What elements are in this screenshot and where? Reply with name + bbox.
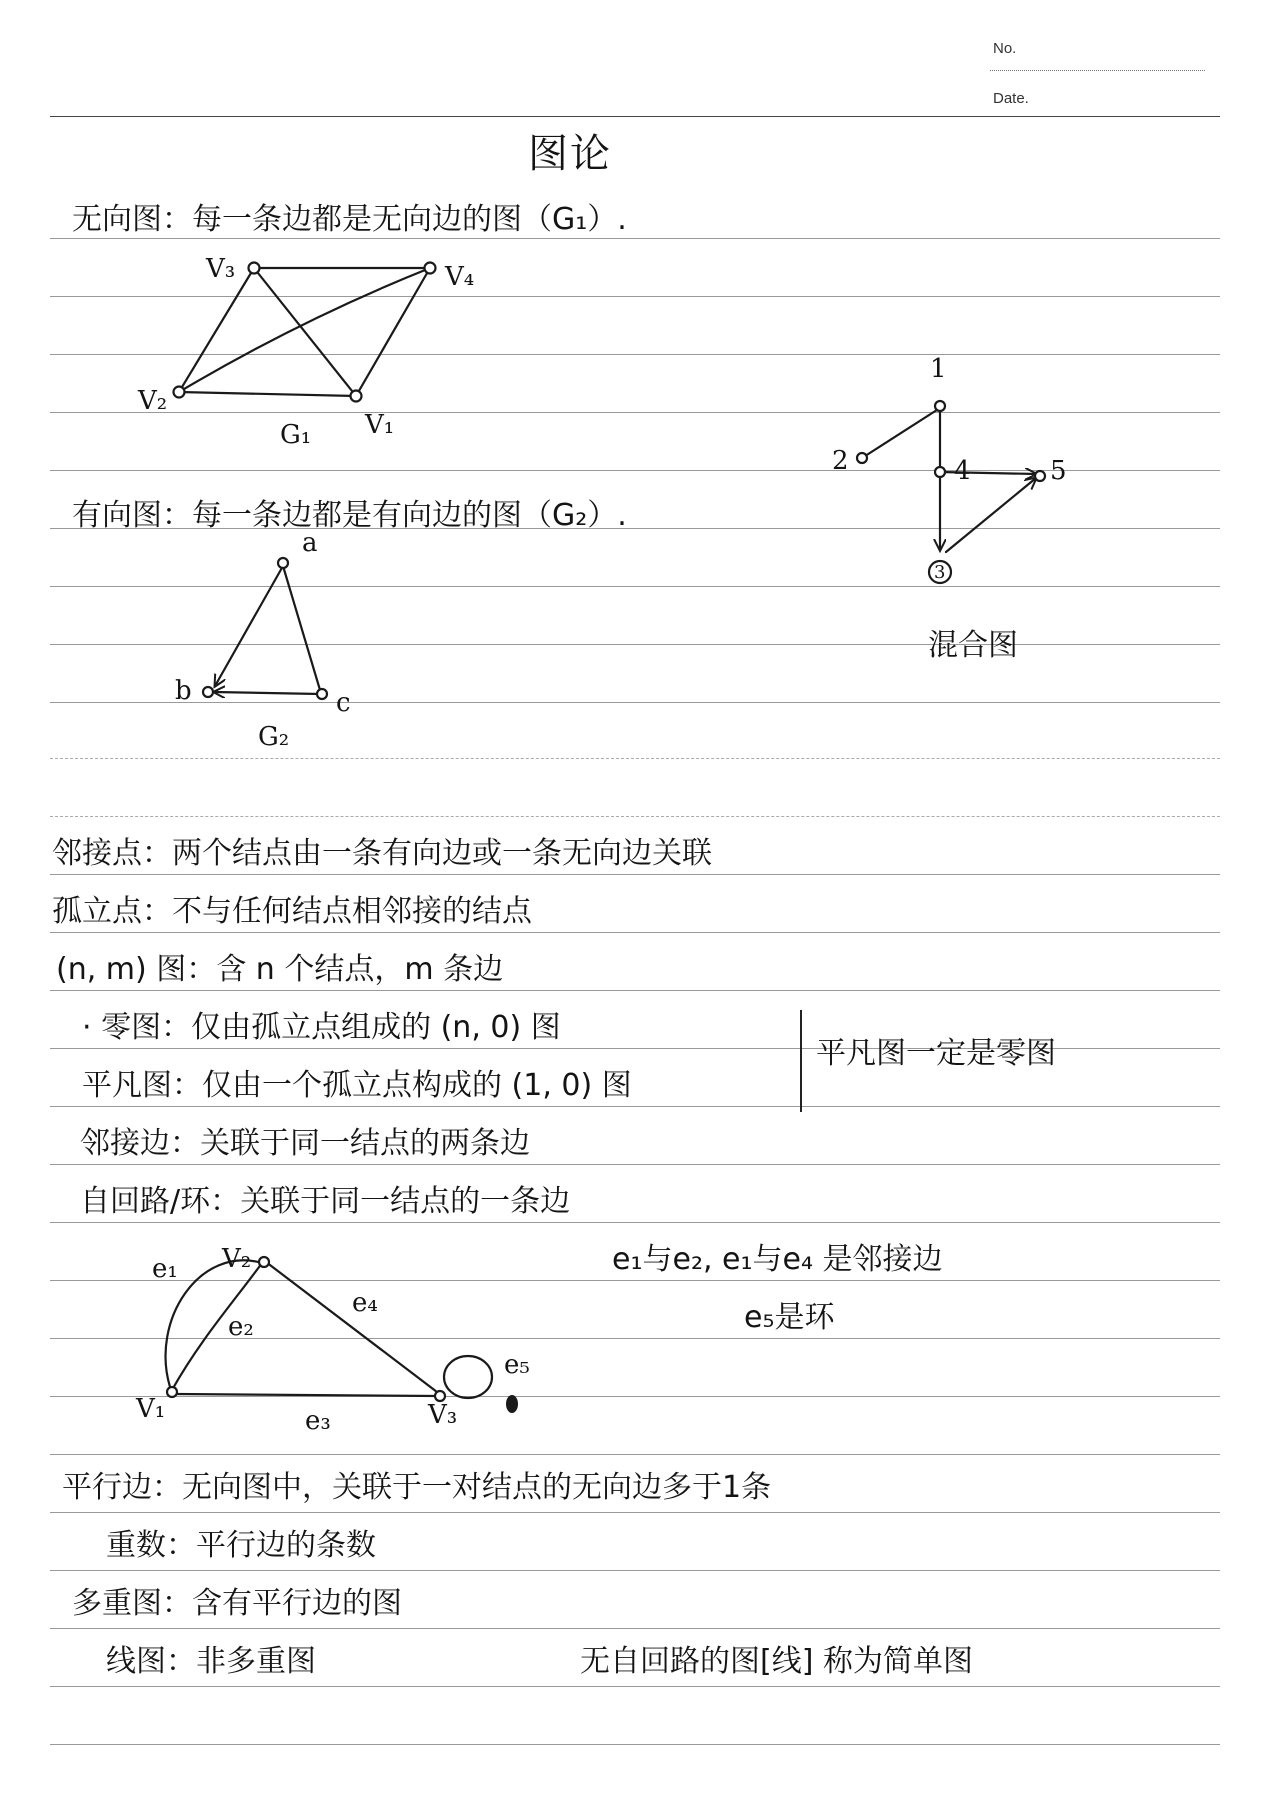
g1-vertex-label-v4: V₄ <box>445 262 475 292</box>
definition-trivial-graph: 平凡图：仅由一个孤立点构成的 (1, 0) 图 <box>82 1068 632 1103</box>
edge-a-c <box>283 566 320 690</box>
g2-vertex-label-c: c <box>336 688 351 718</box>
edge-e5-loop <box>444 1356 492 1398</box>
definition-null-graph: · 零图：仅由孤立点组成的 (n, 0) 图 <box>82 1010 561 1045</box>
g2-graph-label: G₂ <box>258 722 290 752</box>
edge-label-e2: e₂ <box>228 1312 254 1342</box>
no-label: No. <box>993 40 1017 57</box>
definition-line-graph: 线图：非多重图 <box>106 1644 316 1679</box>
vertex-v4 <box>425 263 436 274</box>
g1-vertex-label-v2: V₂ <box>138 386 168 416</box>
definition-parallel-edges: 平行边：无向图中，关联于一对结点的无向边多于1条 <box>62 1470 772 1505</box>
vertex-v2 <box>174 387 185 398</box>
e-vertex-label-v3: V₃ <box>428 1400 458 1430</box>
side-note: 平凡图一定是零图 <box>816 1036 1056 1071</box>
edge-3-5 <box>946 478 1036 552</box>
mixed-vertex-label-2: 2 <box>832 446 849 476</box>
g2-vertex-label-a: a <box>302 528 318 558</box>
mixed-vertex-label-4: 4 <box>954 456 971 486</box>
vertex-v2-e <box>259 1257 269 1267</box>
edge-e4 <box>266 1262 437 1392</box>
mixed-vertex-label-5: 5 <box>1050 456 1067 486</box>
edge-c-b <box>214 692 320 694</box>
definition-self-loop: 自回路/环：关联于同一结点的一条边 <box>80 1184 571 1219</box>
edge-label-e5: e₅ <box>504 1350 530 1380</box>
definition-adjacent-vertices: 邻接点：两个结点由一条有向边或一条无向边关联 <box>52 836 712 871</box>
page-title: 图论 <box>528 131 612 177</box>
date-label: Date. <box>993 90 1029 107</box>
undirected-definition: 无向图：每一条边都是无向边的图（G₁）. <box>72 202 627 237</box>
edge-label-e1: e₁ <box>152 1254 178 1284</box>
ink-blot <box>506 1395 518 1413</box>
definition-multiplicity: 重数：平行边的条数 <box>106 1528 376 1563</box>
definition-adjacent-edges: 邻接边：关联于同一结点的两条边 <box>80 1126 530 1161</box>
mixed-graph-caption: 混合图 <box>928 628 1018 663</box>
vertex-2 <box>857 453 867 463</box>
edge-a-b <box>215 566 283 686</box>
vertex-b <box>203 687 213 697</box>
note-loop: e₅是环 <box>744 1300 835 1335</box>
vertex-v3 <box>249 263 260 274</box>
edge-label-e4: e₄ <box>352 1288 378 1318</box>
edge-label-e3: e₃ <box>305 1406 331 1436</box>
mixed-graph <box>857 401 1045 583</box>
vertex-c <box>317 689 327 699</box>
g1-vertex-label-v1: V₁ <box>365 410 395 440</box>
directed-graph-g2 <box>203 558 327 699</box>
vertex-5 <box>1035 471 1045 481</box>
vertex-v1 <box>351 391 362 402</box>
mixed-vertex-label-3: 3 <box>934 562 946 583</box>
g1-graph-label: G₁ <box>280 420 312 450</box>
edge-v3-v2 <box>179 268 254 392</box>
vertex-a <box>278 558 288 568</box>
definition-nm-graph: (n, m) 图：含 n 个结点，m 条边 <box>56 952 504 987</box>
edge-e3 <box>176 1394 436 1396</box>
edge-v3-v1 <box>254 268 356 396</box>
definition-multigraph: 多重图：含有平行边的图 <box>72 1586 402 1621</box>
g1-vertex-label-v3: V₃ <box>206 254 236 284</box>
e-vertex-label-v1: V₁ <box>136 1394 166 1424</box>
g2-vertex-label-b: b <box>175 676 192 706</box>
vertex-4 <box>935 467 945 477</box>
definition-simple-graph: 无自回路的图[线] 称为简单图 <box>580 1644 973 1679</box>
definition-isolated-vertex: 孤立点：不与任何结点相邻接的结点 <box>52 894 532 929</box>
mixed-vertex-label-1: 1 <box>930 354 947 384</box>
edge-1-2 <box>862 408 940 458</box>
vertex-1 <box>935 401 945 411</box>
side-bracket-line <box>800 1010 802 1112</box>
note-adjacent-edges: e₁与e₂, e₁与e₄ 是邻接边 <box>612 1242 943 1277</box>
vertex-v1-e <box>167 1387 177 1397</box>
directed-definition: 有向图：每一条边都是有向边的图（G₂）. <box>72 498 627 533</box>
edge-v4-v1 <box>356 268 430 396</box>
e-vertex-label-v2: V₂ <box>222 1244 252 1274</box>
edge-v2-v1 <box>179 392 356 396</box>
edge-example-graph <box>166 1257 518 1413</box>
